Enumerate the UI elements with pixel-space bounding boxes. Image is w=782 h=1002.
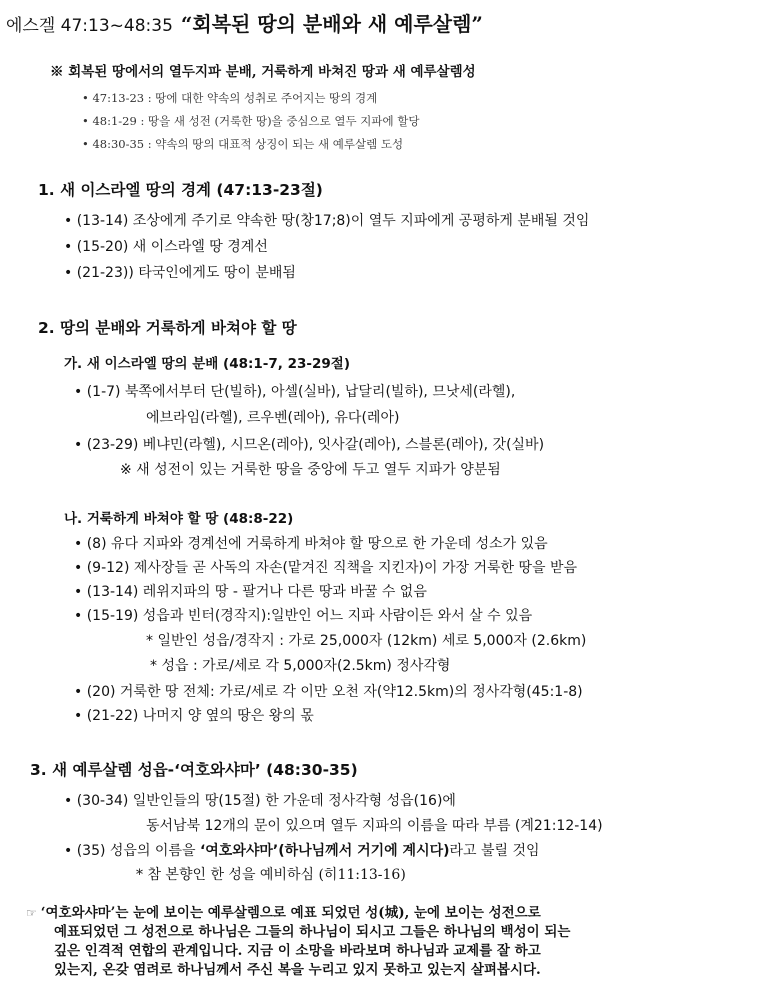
overview-list — [82, 90, 420, 159]
list-item: • (1-7) 북쪽에서부터 단(빌하), 아셀(실바), 납달리(빌하), 므낫세(라헬), — [74, 381, 515, 401]
list-item: • (9-12) 제사장들 곧 사독의 자손(맡겨진 직책을 지킨자)이 가장 거룩한 땅을 받음 — [74, 557, 577, 577]
note: ※ 새 성전이 있는 거룩한 땅을 중앙에 두고 열두 지파가 양분됨 — [120, 462, 501, 478]
note: * 참 본향인 한 성을 예비하심 (히11:13-16) — [136, 867, 406, 883]
list-item — [64, 840, 540, 860]
page-title — [6, 8, 483, 37]
closing-line: 있는지, 온갖 염려로 하나님께서 주신 복을 누리고 있지 못하고 있는지 살펴봅시다. — [54, 962, 541, 978]
list-item: • (20) 거룩한 땅 전체: 가로/세로 각 이만 오천 자(약12.5km)의 정사각형(45:1-8) — [74, 681, 583, 701]
text: 라고 불릴 것임 — [449, 843, 540, 859]
closing-line: 깊은 인격적 연합의 관계입니다. 지금 이 소망을 바라보며 하나님과 교제를 잘 하고 — [54, 943, 541, 959]
subsection-b-heading: 나. 거룩하게 바쳐야 할 땅 (48:8-22) — [64, 511, 294, 527]
note: * 일반인 성읍/경작지 : 가로 25,000자 (12km) 세로 5,000자 (2.6km) — [146, 633, 587, 649]
scripture-reference: 에스겔 47:13~48:35 — [6, 16, 173, 36]
sermon-title: “회복된 땅의 분배와 새 예루살렘” — [180, 12, 483, 36]
section1-heading: 1. 새 이스라엘 땅의 경계 (47:13-23절) — [38, 181, 323, 199]
list-item: • (30-34) 일반인들의 땅(15절) 한 가운데 정사각형 성읍(16)에 — [64, 790, 456, 810]
list-item: • (15-19) 성읍과 빈터(경작지):일반인 어느 지파 사람이든 와서 살 수 있음 — [74, 605, 532, 625]
list-item: • (13-14) 조상에게 주기로 약속한 땅(창17;8)이 열두 지파에게 공평하게 분배될 것임 — [64, 210, 589, 230]
section2-heading: 2. 땅의 분배와 거룩하게 바쳐야 할 땅 — [38, 319, 297, 337]
overview-item: • 48:1-29 : 땅을 새 성전 (거룩한 땅)을 중심으로 열두 지파에 할당 — [82, 113, 420, 136]
subsection-a-heading: 가. 새 이스라엘 땅의 분배 (48:1-7, 23-29절) — [64, 356, 350, 372]
closing-paragraph — [26, 904, 776, 980]
overview-heading: ※ 회복된 땅에서의 열두지파 분배, 거룩하게 바쳐진 땅과 새 예루살렘성 — [50, 64, 476, 80]
emphasis: ‘여호와샤마’(하나님께서 거기에 계시다) — [199, 843, 450, 859]
pointing-hand-icon: ☞ — [26, 906, 37, 920]
list-item: • (23-29) 베냐민(라헬), 시므온(레아), 잇사갈(레아), 스블론(레아), 갓(실바) — [74, 434, 544, 454]
list-item: • (21-22) 나머지 양 옆의 땅은 왕의 몫 — [74, 705, 314, 725]
list-item: • (8) 유다 지파와 경계선에 거룩하게 바쳐야 할 땅으로 한 가운데 성소가 있음 — [74, 533, 548, 553]
list-item-continuation: 에브라임(라헬), 르우벤(레아), 유다(레아) — [146, 410, 400, 426]
section3-heading: 3. 새 예루살렘 성읍-‘여호와샤마’ (48:30-35) — [30, 761, 358, 779]
closing-line: ‘여호와샤마’는 눈에 보이는 예루살렘으로 예표 되었던 성(城), 눈에 보이는 성전으로 — [40, 905, 541, 921]
overview-item: • 48:30-35 : 약속의 땅의 대표적 상징이 되는 새 예루살렘 도성 — [82, 136, 420, 159]
list-item: • (21-23)) 타국인에게도 땅이 분배됨 — [64, 262, 296, 282]
overview-item: • 47:13-23 : 땅에 대한 약속의 성취로 주어지는 땅의 경계 — [82, 90, 420, 113]
list-item: • (13-14) 레위지파의 땅 - 팔거나 다른 땅과 바꿀 수 없음 — [74, 581, 427, 601]
closing-line: 예표되었던 그 성전으로 하나님은 그들의 하나님이 되시고 그들은 하나님의 백성이 되는 — [54, 924, 571, 940]
list-item-continuation: 동서남북 12개의 문이 있으며 열두 지파의 이름을 따라 부름 (계21:12-14) — [146, 818, 603, 834]
text: (35) 성읍의 이름을 — [76, 843, 200, 859]
list-item: • (15-20) 새 이스라엘 땅 경계선 — [64, 236, 268, 256]
note: * 성읍 : 가로/세로 각 5,000자(2.5km) 정사각형 — [150, 658, 451, 674]
